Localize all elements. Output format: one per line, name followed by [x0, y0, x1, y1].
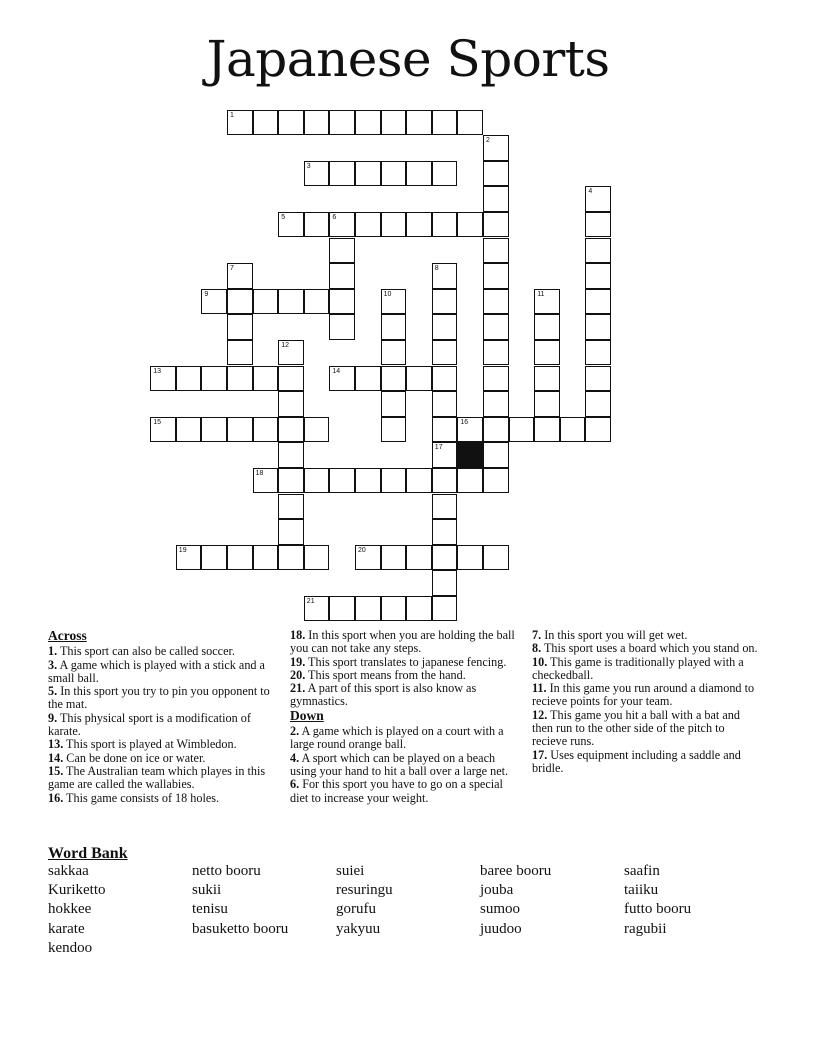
crossword-cell[interactable]: [150, 366, 176, 392]
crossword-cell[interactable]: [227, 289, 253, 315]
clue-number: 19: [178, 546, 187, 554]
clue-text: In this sport you will get wet.: [541, 628, 688, 642]
word-bank-word: kendoo: [48, 939, 93, 956]
crossword-cell[interactable]: [432, 442, 458, 468]
clue-text: For this sport you have to go on a special diet to increase your weight.: [290, 777, 503, 805]
crossword-cell[interactable]: [483, 212, 509, 238]
clue-number: 5.: [48, 684, 58, 699]
clue-text: Can be done on ice or water.: [63, 750, 206, 765]
crossword-cell[interactable]: [355, 161, 381, 187]
clue-text: This game consists of 18 holes.: [63, 790, 220, 805]
clue-item: [290, 682, 518, 709]
crossword-cell[interactable]: [483, 545, 509, 571]
clue-number: 19.: [290, 654, 306, 669]
clue-number: 14: [332, 367, 341, 375]
crossword-cell[interactable]: [432, 545, 458, 571]
crossword-cell[interactable]: [406, 366, 432, 392]
crossword-cell[interactable]: [355, 545, 381, 571]
word-bank-word: saafin: [624, 863, 660, 879]
clue-text: A game which is played on a court with a large round orange ball.: [290, 724, 504, 752]
crossword-cell[interactable]: [483, 186, 509, 212]
clue-number: 9: [204, 290, 209, 298]
clue-number: 7: [230, 265, 234, 273]
clue-number: 21: [306, 597, 315, 605]
clue-number: 18: [255, 469, 264, 477]
clue-number: 5: [281, 213, 286, 221]
crossword-cell[interactable]: [483, 340, 509, 366]
clue-number: 9.: [48, 710, 58, 725]
crossword-cell[interactable]: [483, 161, 509, 187]
crossword-cell[interactable]: [406, 212, 432, 238]
word-bank-title: Word Bank: [48, 845, 128, 862]
clue-item: [290, 669, 518, 682]
clue-item: [532, 629, 760, 642]
crossword-cell[interactable]: [381, 161, 407, 187]
clue-text: This sport means from the hand.: [305, 667, 466, 682]
clue-number: 10: [383, 290, 392, 298]
clue-item: [290, 778, 518, 805]
clue-list: [532, 629, 760, 775]
crossword-cell[interactable]: [278, 545, 304, 571]
crossword-cell[interactable]: [329, 110, 355, 136]
crossword-cell[interactable]: [304, 596, 330, 622]
clues-column-2: [290, 629, 518, 805]
crossword-cell[interactable]: [432, 519, 458, 545]
clue-item: [290, 752, 518, 779]
crossword-cell[interactable]: [278, 442, 304, 468]
crossword-cell[interactable]: [483, 263, 509, 289]
clue-text: This sport uses a board which you stand on.: [541, 641, 758, 656]
clue-text: This sport is played at Wimbledon.: [63, 737, 237, 752]
word-bank-word: taiiku: [624, 882, 659, 899]
word-bank-word: baree booru: [480, 863, 552, 879]
clue-number: 13.: [48, 737, 64, 752]
word-bank-column: [624, 862, 691, 939]
clue-number: 4.: [290, 750, 300, 765]
crossword-cell[interactable]: [560, 417, 586, 443]
clue-number: 11.: [532, 681, 547, 696]
clue-text: This sport translates to japanese fencing.: [305, 654, 507, 669]
crossword-cell[interactable]: [304, 289, 330, 315]
puzzle-title: Japanese Sports: [206, 30, 610, 88]
clue-item: [48, 752, 270, 765]
clue-text: A sport which can be played on a beach using your hand to hit a ball over a large net.: [290, 750, 509, 778]
crossword-cell[interactable]: [585, 391, 611, 417]
clue-number: 15: [153, 418, 161, 426]
clue-number: 2.: [290, 724, 300, 739]
word-bank-word: sukii: [192, 882, 222, 899]
crossword-cell[interactable]: [406, 161, 432, 187]
clue-item: [290, 725, 518, 752]
crossword-cell[interactable]: [585, 263, 611, 289]
clue-number: 10.: [532, 654, 548, 669]
clue-item: [290, 629, 518, 656]
crossword-cell[interactable]: [483, 391, 509, 417]
clues-column-1: [48, 629, 270, 805]
crossword-cell[interactable]: [304, 212, 330, 238]
clue-number: 14.: [48, 750, 64, 765]
clue-number: 8: [434, 265, 439, 273]
crossword-cell[interactable]: [585, 417, 611, 443]
crossword-cell[interactable]: [483, 442, 509, 468]
clue-text: In this sport when you are holding the ball you can not take any steps.: [290, 628, 515, 656]
crossword-cell[interactable]: [176, 545, 202, 571]
crossword-cell[interactable]: [381, 545, 407, 571]
crossword-cell[interactable]: [432, 314, 458, 340]
word-bank-word: resuringu: [336, 882, 393, 899]
clue-number: 20: [358, 546, 366, 554]
crossword-cell[interactable]: [278, 340, 304, 366]
crossword-cell[interactable]: [278, 519, 304, 545]
crossword-cell[interactable]: [483, 417, 509, 443]
crossword-cell[interactable]: [329, 289, 355, 315]
clue-number: 20.: [290, 667, 306, 682]
crossword-cell[interactable]: [432, 596, 458, 622]
crossword-cell[interactable]: [406, 596, 432, 622]
clue-item: [532, 642, 760, 655]
crossword-cell[interactable]: [432, 391, 458, 417]
crossword-cell[interactable]: [585, 238, 611, 264]
clue-item: [48, 738, 270, 751]
crossword-cell[interactable]: [585, 314, 611, 340]
word-bank-word: Kuriketto: [48, 882, 106, 899]
clue-number: 13: [153, 367, 161, 375]
crossword-cell[interactable]: [176, 366, 202, 392]
crossword-cell[interactable]: [483, 238, 509, 264]
word-bank-column: [336, 862, 393, 939]
crossword-cell[interactable]: [483, 468, 509, 494]
crossword-cell[interactable]: [278, 417, 304, 443]
crossword-cell[interactable]: [329, 314, 355, 340]
crossword-cell[interactable]: [457, 212, 483, 238]
clue-number: 4: [588, 188, 593, 196]
clue-item: [48, 685, 270, 712]
clue-text: Uses equipment including a saddle and bridle.: [532, 747, 741, 775]
clue-item: [532, 749, 760, 776]
crossword-cell[interactable]: [432, 263, 458, 289]
crossword-cell[interactable]: [355, 110, 381, 136]
clue-number: 16.: [48, 790, 64, 805]
word-bank-word: jouba: [480, 882, 514, 899]
crossword-cell[interactable]: [457, 110, 483, 136]
crossword-cell[interactable]: [253, 468, 279, 494]
crossword-cell[interactable]: [227, 417, 253, 443]
crossword-cell[interactable]: [483, 135, 509, 161]
clue-item: [532, 709, 760, 749]
word-bank-column: [48, 862, 106, 958]
clue-number: 12.: [532, 707, 548, 722]
clue-text: This physical sport is a modification of karate.: [48, 710, 251, 739]
clue-number: 2: [486, 137, 490, 145]
crossword-cell[interactable]: [432, 468, 458, 494]
clue-number: 18.: [290, 628, 306, 642]
crossword-cell[interactable]: [585, 289, 611, 315]
across-heading: Across: [48, 628, 87, 643]
crossword-cell[interactable]: [176, 417, 202, 443]
crossword-cell[interactable]: [304, 468, 330, 494]
clue-list: [290, 629, 518, 709]
crossword-cell[interactable]: [227, 110, 253, 136]
crossword-cell[interactable]: [227, 340, 253, 366]
crossword-cell[interactable]: [253, 417, 279, 443]
crossword-cell[interactable]: [432, 417, 458, 443]
crossword-cell[interactable]: [253, 110, 279, 136]
clue-item: [290, 656, 518, 669]
crossword-cell[interactable]: [278, 494, 304, 520]
clue-text: A part of this sport is also know as gymnastics.: [290, 681, 477, 709]
word-bank-word: sumoo: [480, 901, 521, 918]
clue-item: [48, 792, 270, 805]
crossword-cell[interactable]: [227, 545, 253, 571]
clue-number: 3: [306, 162, 311, 170]
crossword-cell[interactable]: [355, 468, 381, 494]
crossword-cell[interactable]: [534, 417, 560, 443]
crossword-cell[interactable]: [381, 289, 407, 315]
crossword-cell[interactable]: [329, 238, 355, 264]
crossword-cell[interactable]: [483, 366, 509, 392]
word-bank-word: juudoo: [480, 920, 522, 937]
clue-number: 11: [537, 290, 545, 298]
word-bank-column: [480, 862, 551, 939]
crossword-cell[interactable]: [278, 289, 304, 315]
crossword-cell[interactable]: [534, 314, 560, 340]
crossword-cell[interactable]: [355, 366, 381, 392]
crossword-cell[interactable]: [201, 545, 227, 571]
clue-number: 6.: [290, 777, 300, 792]
clue-item: [48, 659, 270, 686]
word-bank-word: yakyuu: [336, 920, 381, 937]
crossword-cell[interactable]: [432, 289, 458, 315]
clue-number: 6: [332, 213, 337, 221]
crossword-cell[interactable]: [201, 366, 227, 392]
crossword-cell[interactable]: [329, 468, 355, 494]
crossword-cell[interactable]: [304, 545, 330, 571]
down-heading: Down: [290, 707, 324, 723]
crossword-cell[interactable]: [534, 366, 560, 392]
crossword-cell[interactable]: [355, 596, 381, 622]
crossword-cell[interactable]: [432, 494, 458, 520]
crossword-cell[interactable]: [381, 314, 407, 340]
crossword-cell[interactable]: [585, 366, 611, 392]
crossword-cell[interactable]: [432, 366, 458, 392]
clue-number: 1.: [48, 644, 58, 659]
clue-number: 1: [230, 111, 234, 119]
crossword-cell[interactable]: [483, 289, 509, 315]
crossword-cell[interactable]: [534, 289, 560, 315]
crossword-cell[interactable]: [432, 212, 458, 238]
crossword-cell[interactable]: [406, 110, 432, 136]
clue-number: 12: [281, 341, 289, 349]
crossword-cell[interactable]: [329, 161, 355, 187]
crossword-cell[interactable]: [329, 596, 355, 622]
crossword-cell[interactable]: [457, 545, 483, 571]
word-bank-word: hokkee: [48, 901, 92, 918]
clue-text: This game you hit a ball with a bat and then run to the other side of the pitch to recieve runs.: [532, 707, 740, 749]
crossword-cell[interactable]: [329, 263, 355, 289]
word-bank-word: futto booru: [624, 901, 692, 918]
clue-number: 17: [434, 444, 443, 452]
crossword-cell[interactable]: [304, 110, 330, 136]
crossword-cell[interactable]: [381, 468, 407, 494]
crossword-cell[interactable]: [381, 417, 407, 443]
clue-number: 16: [460, 418, 469, 426]
crossword-cell[interactable]: [432, 340, 458, 366]
crossword-cell[interactable]: [534, 340, 560, 366]
word-bank-word: gorufu: [336, 901, 376, 918]
crossword-cell[interactable]: [201, 417, 227, 443]
crossword-cell[interactable]: [355, 212, 381, 238]
crossword-cell[interactable]: [585, 340, 611, 366]
crossword-cell[interactable]: [585, 186, 611, 212]
clue-number: 17.: [532, 747, 548, 762]
crossword-cell[interactable]: [457, 468, 483, 494]
crossword-cell[interactable]: [381, 596, 407, 622]
clue-text: In this game you run around a diamond to recieve points for your team.: [532, 681, 755, 709]
crossword-cell[interactable]: [201, 289, 227, 315]
crossword-cell[interactable]: [381, 212, 407, 238]
clue-number: 7.: [532, 628, 542, 642]
crossword-cell[interactable]: [253, 366, 279, 392]
clue-number: 8.: [532, 641, 542, 656]
clue-text: In this sport you try to pin you opponent to the mat.: [48, 684, 270, 712]
crossword-cell[interactable]: [534, 391, 560, 417]
clue-text: The Australian team which playes in this game are called the wallabies.: [48, 763, 266, 792]
crossword-cell[interactable]: [329, 212, 355, 238]
word-bank-word: tenisu: [192, 901, 228, 918]
clue-list: [48, 645, 270, 805]
word-bank-word: ragubii: [624, 920, 667, 937]
crossword-cell[interactable]: [406, 468, 432, 494]
crossword-cell[interactable]: [253, 289, 279, 315]
crossword-cell[interactable]: [432, 110, 458, 136]
word-bank-word: basuketto booru: [192, 920, 289, 937]
crossword-cell[interactable]: [278, 366, 304, 392]
crossword-cell[interactable]: [381, 366, 407, 392]
crossword-cell[interactable]: [278, 212, 304, 238]
clues-column-3: [532, 629, 760, 775]
crossword-cell[interactable]: [585, 212, 611, 238]
crossword-cell[interactable]: [381, 110, 407, 136]
crossword-cell[interactable]: [406, 545, 432, 571]
clue-item: [48, 712, 270, 739]
crossword-cell[interactable]: [150, 417, 176, 443]
crossword-cell[interactable]: [227, 263, 253, 289]
crossword-cell[interactable]: [253, 545, 279, 571]
clue-item: [48, 645, 270, 658]
clue-number: 21.: [290, 681, 306, 696]
crossword-cell[interactable]: [483, 314, 509, 340]
black-square: [457, 442, 483, 468]
crossword-cell[interactable]: [432, 570, 458, 596]
clue-number: 15.: [48, 763, 64, 778]
clue-item: [532, 656, 760, 683]
crossword-cell[interactable]: [329, 366, 355, 392]
clue-item: [532, 682, 760, 709]
clue-text: This game is traditionally played with a checkedball.: [532, 654, 744, 682]
clue-text: A game which is played with a stick and a small ball.: [48, 657, 265, 685]
crossword-cell[interactable]: [432, 161, 458, 187]
crossword-cell[interactable]: [509, 417, 535, 443]
word-bank-word: karate: [48, 920, 85, 937]
crossword-cell[interactable]: [278, 391, 304, 417]
crossword-cell[interactable]: [381, 391, 407, 417]
crossword-cell[interactable]: [227, 314, 253, 340]
word-bank-column: [192, 862, 288, 939]
clue-number: 3.: [48, 657, 58, 672]
clue-item: [48, 765, 270, 792]
clue-text: This sport can also be called soccer.: [57, 644, 235, 659]
crossword-cell[interactable]: [457, 417, 483, 443]
crossword-cell[interactable]: [227, 366, 253, 392]
crossword-cell[interactable]: [304, 161, 330, 187]
crossword-cell[interactable]: [278, 110, 304, 136]
word-bank-word: sakkaa: [48, 863, 89, 879]
crossword-cell[interactable]: [381, 340, 407, 366]
crossword-cell[interactable]: [278, 468, 304, 494]
word-bank-word: netto booru: [192, 863, 261, 879]
crossword-cell[interactable]: [304, 417, 330, 443]
clue-list: [290, 725, 518, 805]
word-bank-word: suiei: [336, 863, 365, 879]
